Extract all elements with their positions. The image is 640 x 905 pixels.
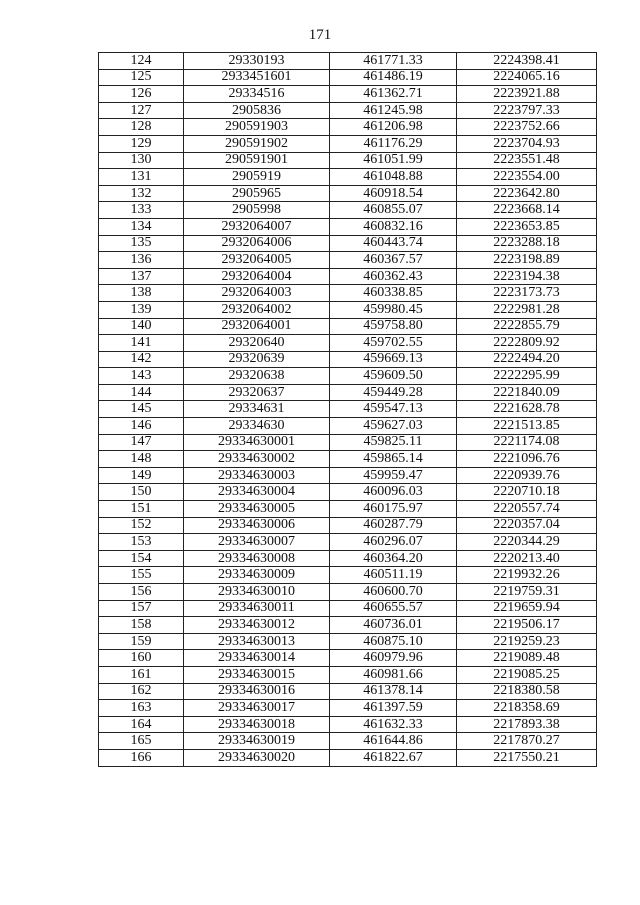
point-id-cell: 2932064007: [184, 218, 330, 235]
table-row: [99, 318, 597, 335]
x-coordinate-cell: 461051.99: [330, 152, 457, 169]
point-id-cell: 29334630016: [184, 683, 330, 700]
table-row: [99, 650, 597, 667]
point-id-cell: 29334630007: [184, 534, 330, 551]
table-row: [99, 401, 597, 418]
point-id-cell: 29334630003: [184, 467, 330, 484]
y-coordinate-cell: 2223642.80: [457, 185, 597, 202]
point-id-cell: 29334630002: [184, 451, 330, 468]
x-coordinate-cell: 460367.57: [330, 252, 457, 269]
point-id-cell: 29334630011: [184, 600, 330, 617]
row-number-cell: 132: [99, 185, 184, 202]
x-coordinate-cell: 461362.71: [330, 86, 457, 103]
x-coordinate-cell: 460736.01: [330, 617, 457, 634]
y-coordinate-cell: 2221096.76: [457, 451, 597, 468]
y-coordinate-cell: 2217893.38: [457, 716, 597, 733]
y-coordinate-cell: 2223653.85: [457, 218, 597, 235]
row-number-cell: 154: [99, 550, 184, 567]
table-row: [99, 268, 597, 285]
y-coordinate-cell: 2224398.41: [457, 53, 597, 70]
point-id-cell: 29334630017: [184, 700, 330, 717]
point-id-cell: 29320638: [184, 368, 330, 385]
x-coordinate-cell: 461771.33: [330, 53, 457, 70]
row-number-cell: 157: [99, 600, 184, 617]
y-coordinate-cell: 2223194.38: [457, 268, 597, 285]
table-row: [99, 534, 597, 551]
point-id-cell: 29330193: [184, 53, 330, 70]
table-row: [99, 301, 597, 318]
row-number-cell: 165: [99, 733, 184, 750]
point-id-cell: 29334630012: [184, 617, 330, 634]
x-coordinate-cell: 460364.20: [330, 550, 457, 567]
y-coordinate-cell: 2222295.99: [457, 368, 597, 385]
y-coordinate-cell: 2219085.25: [457, 666, 597, 683]
table-row: [99, 368, 597, 385]
row-number-cell: 158: [99, 617, 184, 634]
x-coordinate-cell: 461822.67: [330, 749, 457, 766]
row-number-cell: 136: [99, 252, 184, 269]
row-number-cell: 161: [99, 666, 184, 683]
table-row: [99, 749, 597, 766]
point-id-cell: 29334630008: [184, 550, 330, 567]
y-coordinate-cell: 2220939.76: [457, 467, 597, 484]
table-row: [99, 517, 597, 534]
x-coordinate-cell: 461048.88: [330, 169, 457, 186]
table-row: [99, 235, 597, 252]
x-coordinate-cell: 459980.45: [330, 301, 457, 318]
point-id-cell: 2905919: [184, 169, 330, 186]
row-number-cell: 163: [99, 700, 184, 717]
table-row: [99, 102, 597, 119]
row-number-cell: 138: [99, 285, 184, 302]
row-number-cell: 152: [99, 517, 184, 534]
row-number-cell: 149: [99, 467, 184, 484]
row-number-cell: 159: [99, 633, 184, 650]
x-coordinate-cell: 460296.07: [330, 534, 457, 551]
table-row: [99, 600, 597, 617]
y-coordinate-cell: 2220357.04: [457, 517, 597, 534]
point-id-cell: 2905998: [184, 202, 330, 219]
y-coordinate-cell: 2222855.79: [457, 318, 597, 335]
point-id-cell: 29320637: [184, 384, 330, 401]
row-number-cell: 142: [99, 351, 184, 368]
table-row: [99, 467, 597, 484]
row-number-cell: 144: [99, 384, 184, 401]
y-coordinate-cell: 2223797.33: [457, 102, 597, 119]
point-id-cell: 29334630005: [184, 501, 330, 518]
y-coordinate-cell: 2223704.93: [457, 135, 597, 152]
table-row: [99, 666, 597, 683]
row-number-cell: 133: [99, 202, 184, 219]
point-id-cell: 29334630013: [184, 633, 330, 650]
row-number-cell: 148: [99, 451, 184, 468]
point-id-cell: 29320640: [184, 335, 330, 352]
row-number-cell: 140: [99, 318, 184, 335]
y-coordinate-cell: 2222809.92: [457, 335, 597, 352]
table-row: [99, 700, 597, 717]
point-id-cell: 29334630006: [184, 517, 330, 534]
y-coordinate-cell: 2219759.31: [457, 584, 597, 601]
table-row: [99, 202, 597, 219]
x-coordinate-cell: 459609.50: [330, 368, 457, 385]
row-number-cell: 137: [99, 268, 184, 285]
point-id-cell: 29320639: [184, 351, 330, 368]
x-coordinate-cell: 460175.97: [330, 501, 457, 518]
x-coordinate-cell: 461644.86: [330, 733, 457, 750]
table-row: [99, 218, 597, 235]
table-row: [99, 252, 597, 269]
y-coordinate-cell: 2217550.21: [457, 749, 597, 766]
point-id-cell: 2905965: [184, 185, 330, 202]
row-number-cell: 131: [99, 169, 184, 186]
point-id-cell: 29334630004: [184, 484, 330, 501]
point-id-cell: 29334630010: [184, 584, 330, 601]
x-coordinate-cell: 461245.98: [330, 102, 457, 119]
y-coordinate-cell: 2223921.88: [457, 86, 597, 103]
y-coordinate-cell: 2218380.58: [457, 683, 597, 700]
y-coordinate-cell: 2222981.28: [457, 301, 597, 318]
row-number-cell: 146: [99, 418, 184, 435]
x-coordinate-cell: 459547.13: [330, 401, 457, 418]
x-coordinate-cell: 461486.19: [330, 69, 457, 86]
y-coordinate-cell: 2221628.78: [457, 401, 597, 418]
point-id-cell: 2932064002: [184, 301, 330, 318]
row-number-cell: 127: [99, 102, 184, 119]
row-number-cell: 147: [99, 434, 184, 451]
point-id-cell: 290591903: [184, 119, 330, 136]
y-coordinate-cell: 2223551.48: [457, 152, 597, 169]
y-coordinate-cell: 2219659.94: [457, 600, 597, 617]
table-row: [99, 285, 597, 302]
row-number-cell: 151: [99, 501, 184, 518]
table-row: [99, 451, 597, 468]
y-coordinate-cell: 2223198.89: [457, 252, 597, 269]
table-row: [99, 335, 597, 352]
row-number-cell: 162: [99, 683, 184, 700]
row-number-cell: 135: [99, 235, 184, 252]
point-id-cell: 29334630020: [184, 749, 330, 766]
y-coordinate-cell: 2221840.09: [457, 384, 597, 401]
table-row: [99, 716, 597, 733]
x-coordinate-cell: 459627.03: [330, 418, 457, 435]
table-row: [99, 351, 597, 368]
table-row: [99, 683, 597, 700]
y-coordinate-cell: 2220344.29: [457, 534, 597, 551]
x-coordinate-cell: 459959.47: [330, 467, 457, 484]
x-coordinate-cell: 460981.66: [330, 666, 457, 683]
y-coordinate-cell: 2221513.85: [457, 418, 597, 435]
y-coordinate-cell: 2223288.18: [457, 235, 597, 252]
point-id-cell: 29334630: [184, 418, 330, 435]
point-id-cell: 29334630009: [184, 567, 330, 584]
y-coordinate-cell: 2223173.73: [457, 285, 597, 302]
point-id-cell: 290591902: [184, 135, 330, 152]
x-coordinate-cell: 460832.16: [330, 218, 457, 235]
y-coordinate-cell: 2223668.14: [457, 202, 597, 219]
table-row: [99, 567, 597, 584]
table-row: [99, 617, 597, 634]
x-coordinate-cell: 461378.14: [330, 683, 457, 700]
x-coordinate-cell: 461176.29: [330, 135, 457, 152]
x-coordinate-cell: 460979.96: [330, 650, 457, 667]
page-number: 171: [308, 27, 332, 43]
x-coordinate-cell: 460855.07: [330, 202, 457, 219]
x-coordinate-cell: 460918.54: [330, 185, 457, 202]
row-number-cell: 139: [99, 301, 184, 318]
row-number-cell: 129: [99, 135, 184, 152]
table-row: [99, 550, 597, 567]
table-row: [99, 501, 597, 518]
coordinates-table-body: [99, 53, 597, 767]
y-coordinate-cell: 2223554.00: [457, 169, 597, 186]
row-number-cell: 126: [99, 86, 184, 103]
y-coordinate-cell: 2219932.26: [457, 567, 597, 584]
row-number-cell: 143: [99, 368, 184, 385]
x-coordinate-cell: 460338.85: [330, 285, 457, 302]
point-id-cell: 2932064006: [184, 235, 330, 252]
x-coordinate-cell: 460600.70: [330, 584, 457, 601]
point-id-cell: 29334630001: [184, 434, 330, 451]
point-id-cell: 29334630014: [184, 650, 330, 667]
row-number-cell: 134: [99, 218, 184, 235]
x-coordinate-cell: 460655.57: [330, 600, 457, 617]
x-coordinate-cell: 459825.11: [330, 434, 457, 451]
row-number-cell: 160: [99, 650, 184, 667]
row-number-cell: 141: [99, 335, 184, 352]
row-number-cell: 150: [99, 484, 184, 501]
table-row: [99, 169, 597, 186]
row-number-cell: 145: [99, 401, 184, 418]
row-number-cell: 130: [99, 152, 184, 169]
x-coordinate-cell: 459702.55: [330, 335, 457, 352]
point-id-cell: 29334631: [184, 401, 330, 418]
y-coordinate-cell: 2224065.16: [457, 69, 597, 86]
y-coordinate-cell: 2220710.18: [457, 484, 597, 501]
y-coordinate-cell: 2220557.74: [457, 501, 597, 518]
row-number-cell: 164: [99, 716, 184, 733]
point-id-cell: 290591901: [184, 152, 330, 169]
point-id-cell: 2932064005: [184, 252, 330, 269]
x-coordinate-cell: 459669.13: [330, 351, 457, 368]
table-row: [99, 119, 597, 136]
table-row: [99, 86, 597, 103]
table-row: [99, 384, 597, 401]
y-coordinate-cell: 2217870.27: [457, 733, 597, 750]
x-coordinate-cell: 460362.43: [330, 268, 457, 285]
point-id-cell: 2932064001: [184, 318, 330, 335]
point-id-cell: 2932064003: [184, 285, 330, 302]
table-row: [99, 53, 597, 70]
point-id-cell: 29334630019: [184, 733, 330, 750]
y-coordinate-cell: 2220213.40: [457, 550, 597, 567]
row-number-cell: 128: [99, 119, 184, 136]
x-coordinate-cell: 459865.14: [330, 451, 457, 468]
point-id-cell: 29334516: [184, 86, 330, 103]
x-coordinate-cell: 460511.19: [330, 567, 457, 584]
row-number-cell: 166: [99, 749, 184, 766]
point-id-cell: 2932064004: [184, 268, 330, 285]
table-row: [99, 633, 597, 650]
y-coordinate-cell: 2221174.08: [457, 434, 597, 451]
table-row: [99, 584, 597, 601]
table-row: [99, 69, 597, 86]
point-id-cell: 2933451601: [184, 69, 330, 86]
coordinates-table: [98, 52, 597, 767]
y-coordinate-cell: 2223752.66: [457, 119, 597, 136]
table-row: [99, 434, 597, 451]
x-coordinate-cell: 460287.79: [330, 517, 457, 534]
x-coordinate-cell: 459758.80: [330, 318, 457, 335]
table-row: [99, 135, 597, 152]
x-coordinate-cell: 459449.28: [330, 384, 457, 401]
row-number-cell: 155: [99, 567, 184, 584]
point-id-cell: 29334630018: [184, 716, 330, 733]
row-number-cell: 125: [99, 69, 184, 86]
row-number-cell: 153: [99, 534, 184, 551]
y-coordinate-cell: 2219506.17: [457, 617, 597, 634]
table-row: [99, 152, 597, 169]
table-row: [99, 484, 597, 501]
row-number-cell: 124: [99, 53, 184, 70]
point-id-cell: 2905836: [184, 102, 330, 119]
y-coordinate-cell: 2219089.48: [457, 650, 597, 667]
x-coordinate-cell: 460875.10: [330, 633, 457, 650]
x-coordinate-cell: 460096.03: [330, 484, 457, 501]
y-coordinate-cell: 2219259.23: [457, 633, 597, 650]
row-number-cell: 156: [99, 584, 184, 601]
x-coordinate-cell: 460443.74: [330, 235, 457, 252]
x-coordinate-cell: 461206.98: [330, 119, 457, 136]
x-coordinate-cell: 461632.33: [330, 716, 457, 733]
table-row: [99, 418, 597, 435]
point-id-cell: 29334630015: [184, 666, 330, 683]
table-row: [99, 185, 597, 202]
x-coordinate-cell: 461397.59: [330, 700, 457, 717]
y-coordinate-cell: 2222494.20: [457, 351, 597, 368]
y-coordinate-cell: 2218358.69: [457, 700, 597, 717]
table-row: [99, 733, 597, 750]
